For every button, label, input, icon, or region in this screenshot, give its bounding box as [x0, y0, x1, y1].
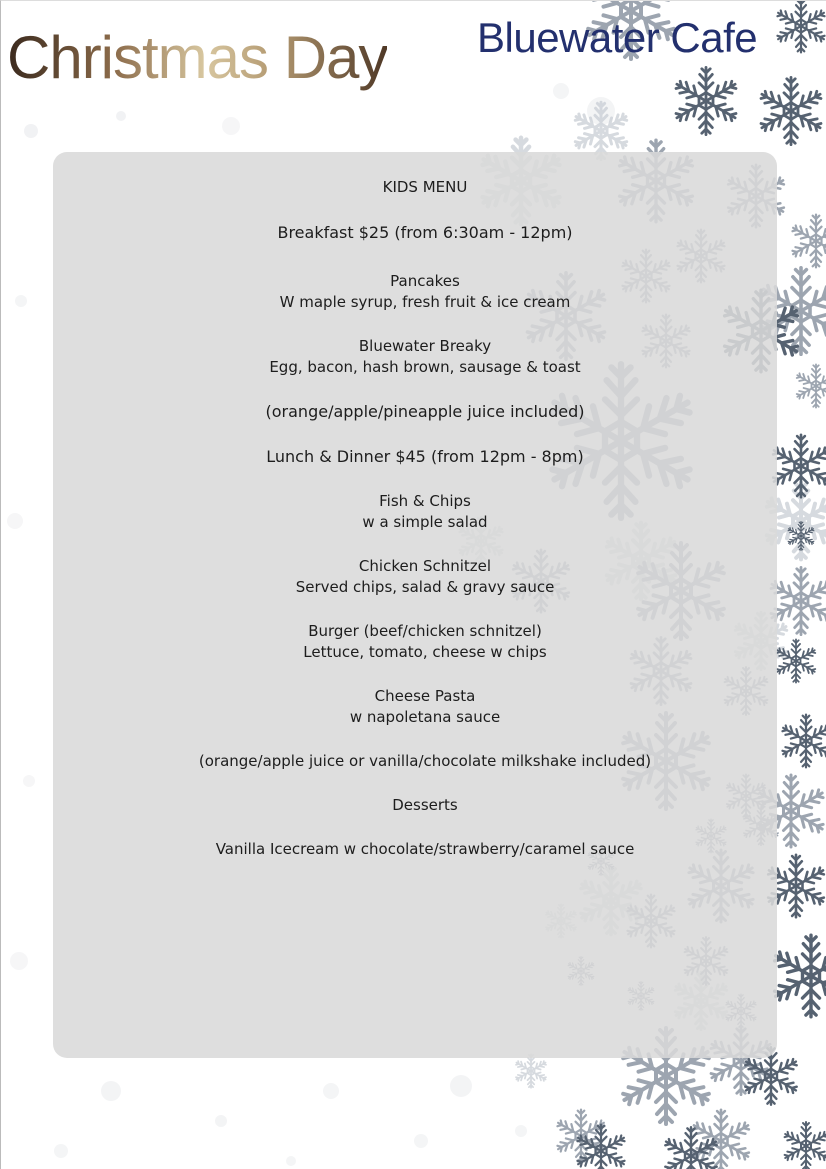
lunch-dinner-note: (orange/apple juice or vanilla/chocolate milkshake included)	[198, 752, 652, 770]
menu-item-name: Bluewater Breaky	[358, 337, 492, 355]
venue-name: Bluewater Cafe	[477, 14, 758, 61]
menu-item-description: w napoletana sauce	[349, 708, 501, 726]
menu-item-name: Fish & Chips	[379, 492, 471, 510]
menu-content	[53, 177, 797, 860]
menu-heading: KIDS MENU	[382, 178, 468, 196]
menu-item-name: Cheese Pasta	[374, 687, 476, 705]
desserts-title: Desserts	[392, 796, 458, 814]
menu-item-description: Lettuce, tomato, cheese w chips	[303, 643, 547, 661]
menu-item-description: Served chips, salad & gravy sauce	[295, 578, 555, 596]
dessert-item: Vanilla Icecream w chocolate/strawberry/caramel sauce	[215, 840, 635, 858]
menu-item	[53, 336, 797, 378]
menu-item	[53, 491, 797, 533]
menu-item-name: Pancakes	[390, 272, 460, 290]
menu-item	[53, 556, 797, 598]
menu-item	[53, 271, 797, 313]
menu-item-description: Egg, bacon, hash brown, sausage & toast	[269, 358, 581, 376]
breakfast-title: Breakfast $25 (from 6:30am - 12pm)	[277, 223, 573, 242]
breakfast-note: (orange/apple/pineapple juice included)	[265, 402, 585, 421]
menu-item-description: w a simple salad	[362, 513, 488, 531]
menu-item	[53, 621, 797, 663]
menu-item-name: Burger (beef/chicken schnitzel)	[308, 622, 542, 640]
event-title: Christmas Day	[7, 24, 388, 91]
lunch-dinner-title: Lunch & Dinner $45 (from 12pm - 8pm)	[266, 447, 584, 466]
menu-item-name: Chicken Schnitzel	[358, 557, 492, 575]
menu-item	[53, 686, 797, 728]
menu-item-description: W maple syrup, fresh fruit & ice cream	[279, 293, 571, 311]
